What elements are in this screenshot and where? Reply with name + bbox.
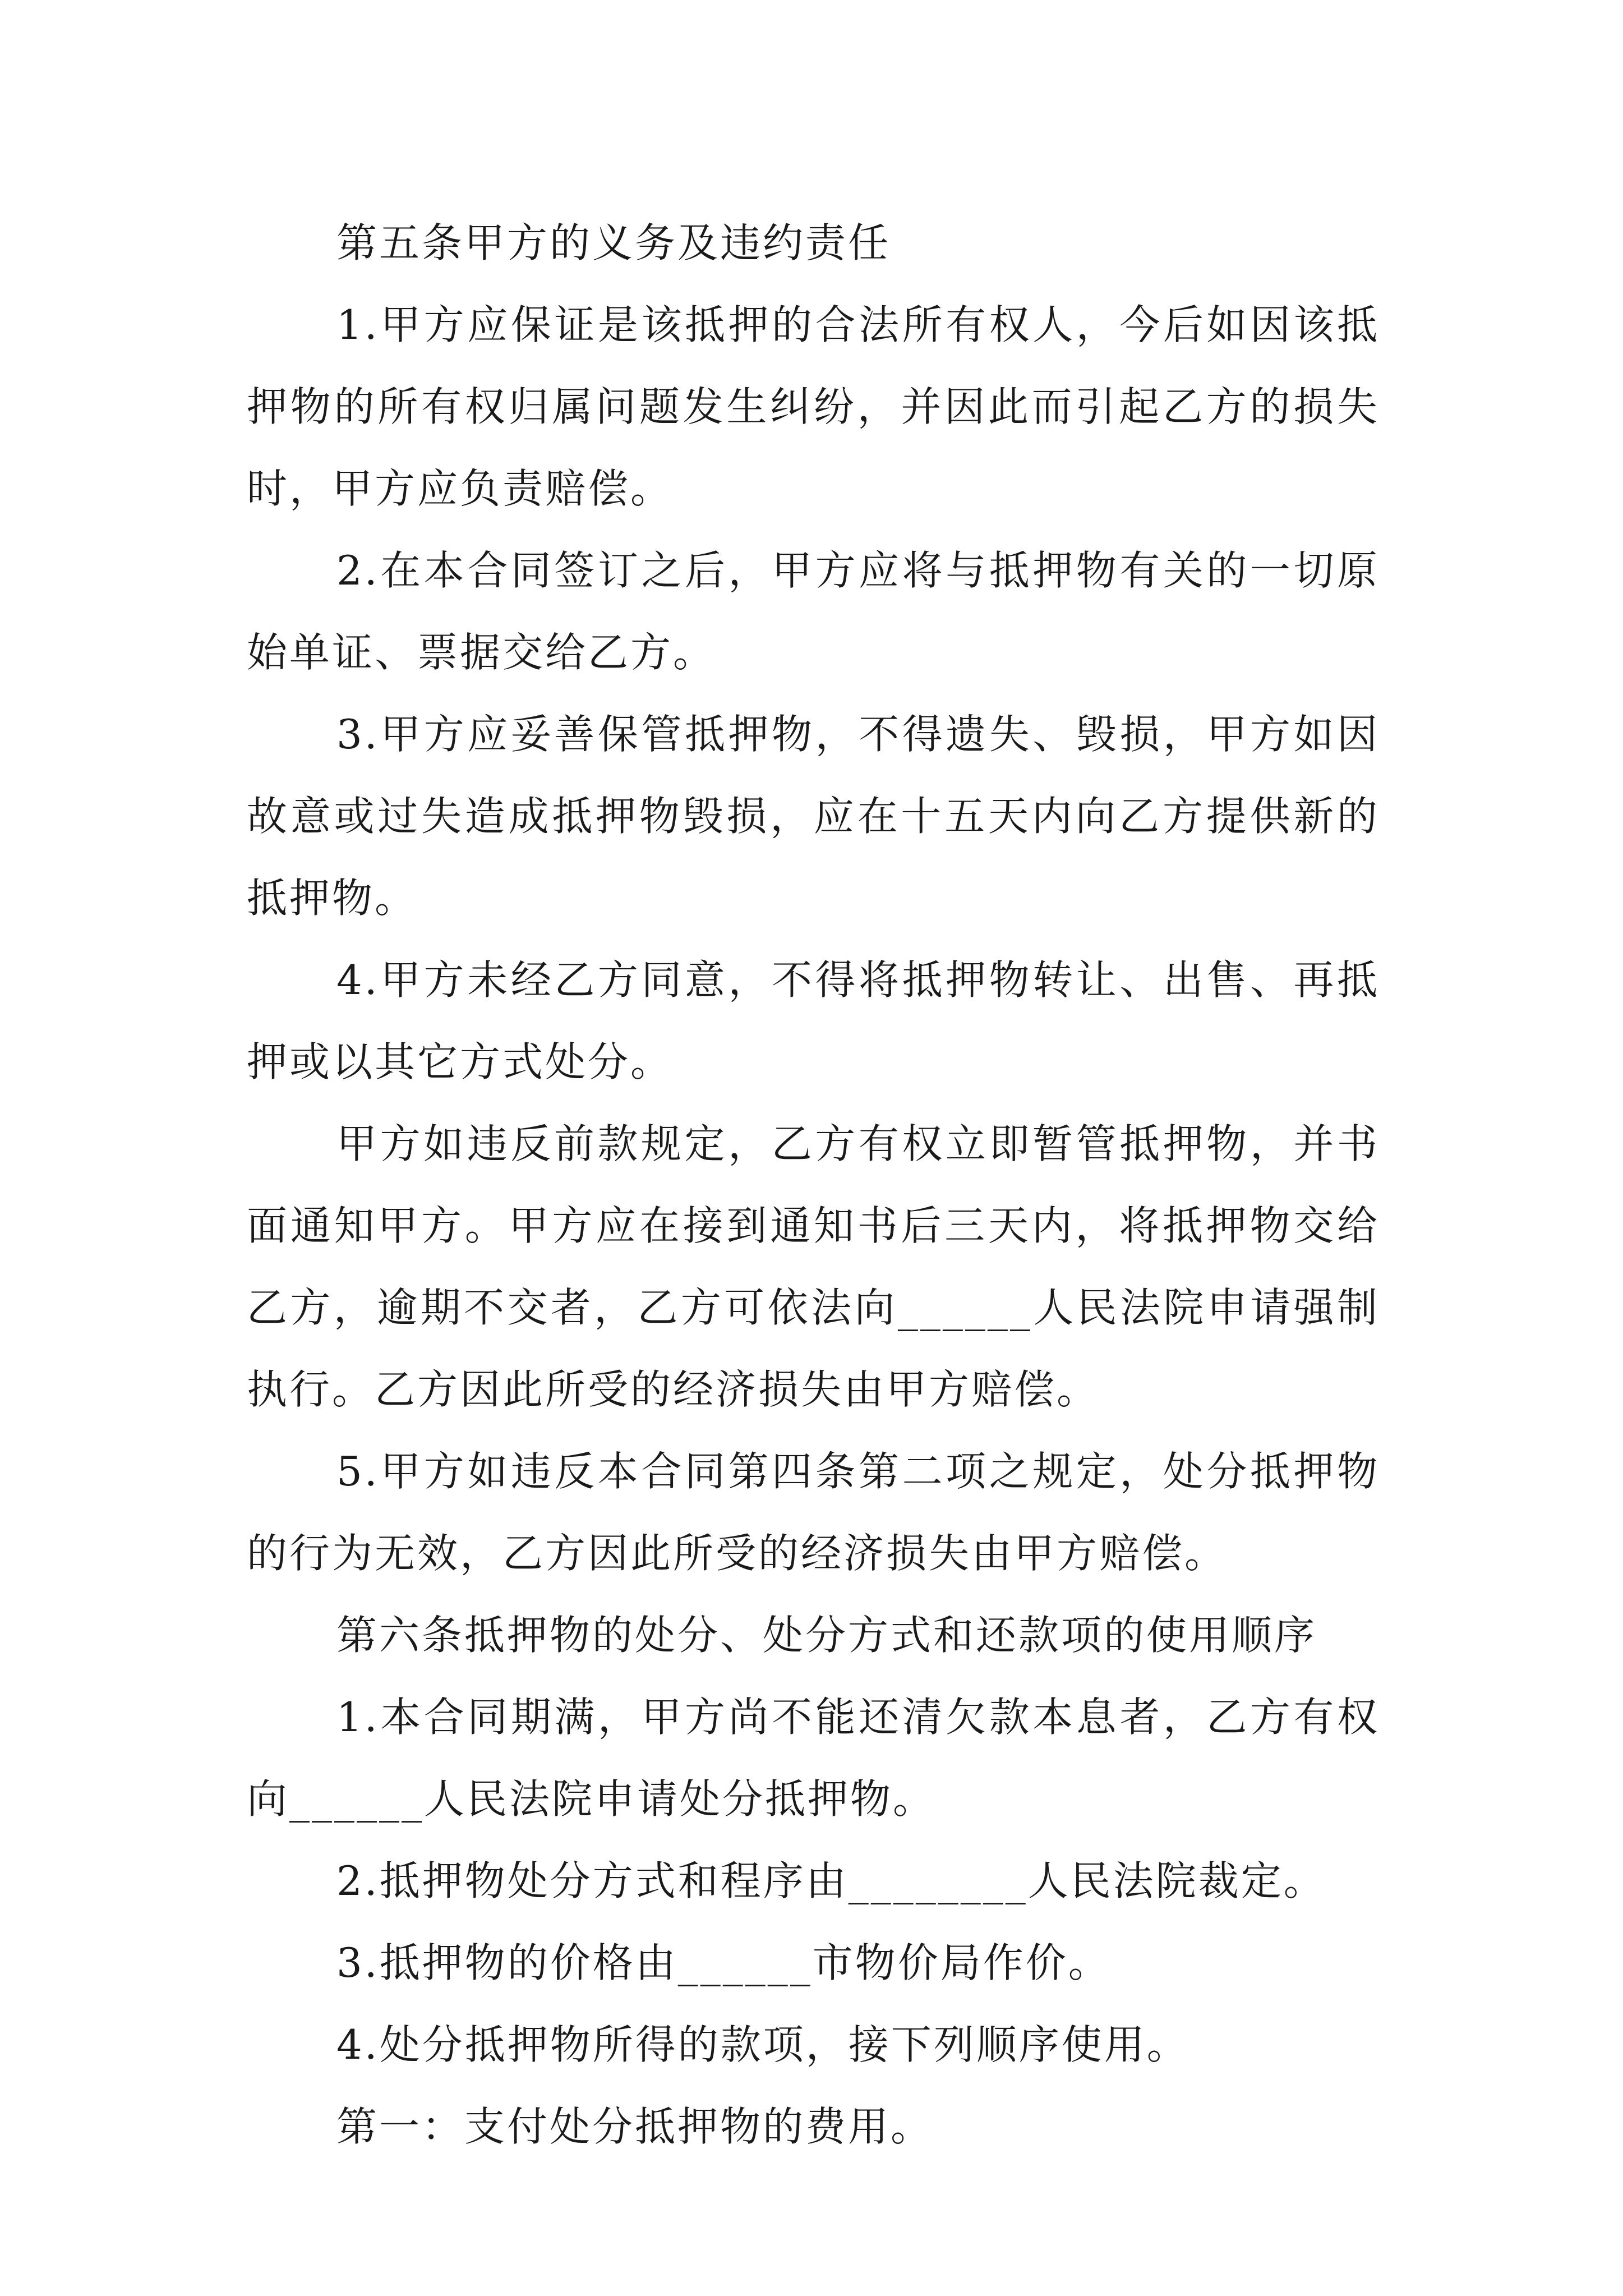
article-5-clause-5: 5.甲方如违反本合同第四条第二项之规定，处分抵押物的行为无效，乙方因此所受的经济损失由甲方赔偿。	[247, 1448, 1380, 1577]
document-body	[247, 202, 1380, 2168]
article-5-clause-2: 2.在本合同签订之后，甲方应将与抵押物有关的一切原始单证、票据交给乙方。	[247, 547, 1380, 676]
article-5-clause-4: 4.甲方未经乙方同意，不得将抵押物转让、出售、再抵押或以其它方式处分。	[247, 956, 1380, 1085]
article-5-heading: 第五条甲方的义务及违约责任	[336, 219, 891, 266]
article-5-clause-4-supplement: 甲方如违反前款规定，乙方有权立即暂管抵押物，并书面通知甲方。甲方应在接到通知书后三天内，将抵押物交给乙方，逾期不交者，乙方可依法向______人民法院申请强制执行。乙方因此所受的经济损失由甲方赔偿。	[247, 1120, 1380, 1413]
article-5-clause-3: 3.甲方应妥善保管抵押物，不得遗失、毁损，甲方如因故意或过失造成抵押物毁损，应在十五天内向乙方提供新的抵押物。	[247, 711, 1380, 922]
article-5-clause-1: 1.甲方应保证是该抵押的合法所有权人，今后如因该抵押物的所有权归属问题发生纠纷，并因此而引起乙方的损失时，甲方应负责赔偿。	[247, 301, 1380, 512]
article-6-clause-1: 1.本合同期满，甲方尚不能还清欠款本息者，乙方有权向______人民法院申请处分抵押物。	[247, 1694, 1380, 1823]
article-6-clause-2: 2.抵押物处分方式和程序由________人民法院裁定。	[336, 1857, 1326, 1904]
article-6-clause-3: 3.抵押物的价格由______市物价局作价。	[336, 1939, 1111, 1986]
article-6-clause-4-item-1: 第一：支付处分抵押物的费用。	[336, 2103, 934, 2150]
article-6-clause-4: 4.处分抵押物所得的款项，接下列顺序使用。	[336, 2021, 1189, 2068]
article-6-heading: 第六条抵押物的处分、处分方式和还款项的使用顺序	[336, 1612, 1317, 1659]
